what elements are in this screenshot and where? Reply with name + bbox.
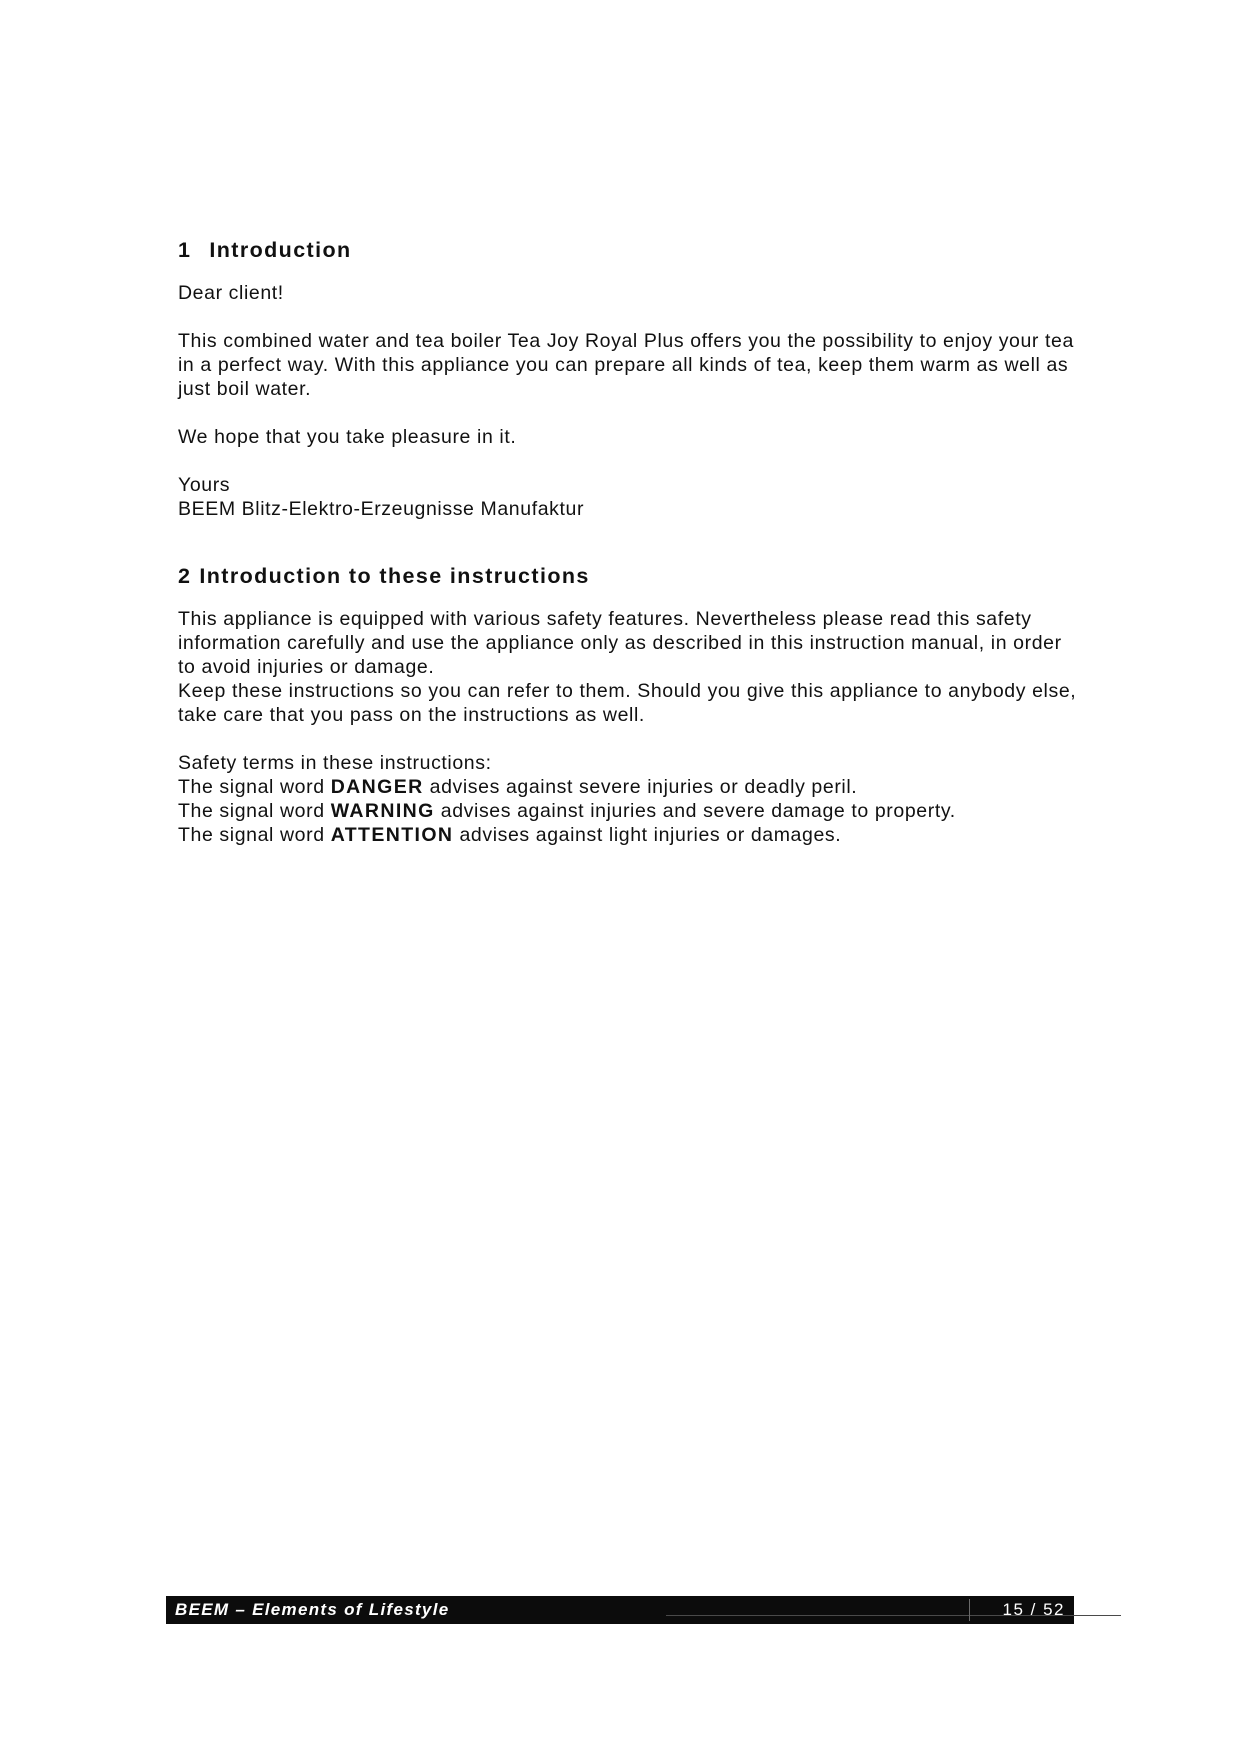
section-2-number: 2 [178, 564, 192, 588]
page-footer [166, 1596, 1074, 1624]
intro-paragraph: This combined water and tea boiler Tea Joy Royal Plus offers you the possibility to enjoy your tea in a perfect way. With this appliance you can prepare all kinds of tea, keep them warm as well as just boil water. [178, 330, 1074, 400]
section-2-title: Introduction to these instructions [199, 564, 590, 588]
pleasure-paragraph: We hope that you take pleasure in it. [178, 426, 517, 448]
page-content [178, 233, 1078, 847]
signal-prefix: The signal word [178, 824, 325, 846]
signal-prefix: The signal word [178, 776, 325, 798]
section-1-title: Introduction [209, 238, 352, 262]
signature: BEEM Blitz-Elektro-Erzeugnisse Manufaktur [178, 498, 585, 520]
section-1-number: 1 [178, 238, 192, 262]
signal-term-warning: WARNING [330, 800, 435, 822]
section-2-heading [178, 559, 1078, 593]
footer-separator [969, 1599, 970, 1621]
footer-brand: BEEM – Elements of Lifestyle [175, 1600, 450, 1619]
greeting: Dear client! [178, 282, 284, 304]
signal-text-danger: advises against severe injuries or deadly peril. [429, 776, 858, 798]
section-1-heading [178, 233, 1078, 267]
keep-instructions-paragraph: Keep these instructions so you can refer to them. Should you give this appliance to anybody else, take care that you pass on the instructions as well. [178, 680, 1077, 726]
signal-term-danger: DANGER [330, 776, 424, 798]
signal-prefix: The signal word [178, 800, 325, 822]
signal-word-line-attention [178, 823, 1078, 847]
signal-word-line-danger [178, 775, 1078, 799]
page-number: 15 / 52 [1002, 1600, 1065, 1619]
signal-word-line-warning [178, 799, 1078, 823]
safety-paragraph: This appliance is equipped with various safety features. Nevertheless please read this safety information carefully and use the appliance only as described in this instruction manual, in order to avoid injuries or damage. [178, 608, 1062, 678]
signal-term-attention: ATTENTION [330, 824, 454, 846]
signal-text-attention: advises against light injuries or damages. [459, 824, 842, 846]
signal-text-warning: advises against injuries and severe damage to property. [440, 800, 956, 822]
closing: Yours [178, 474, 231, 496]
safety-terms-heading: Safety terms in these instructions: [178, 752, 492, 774]
